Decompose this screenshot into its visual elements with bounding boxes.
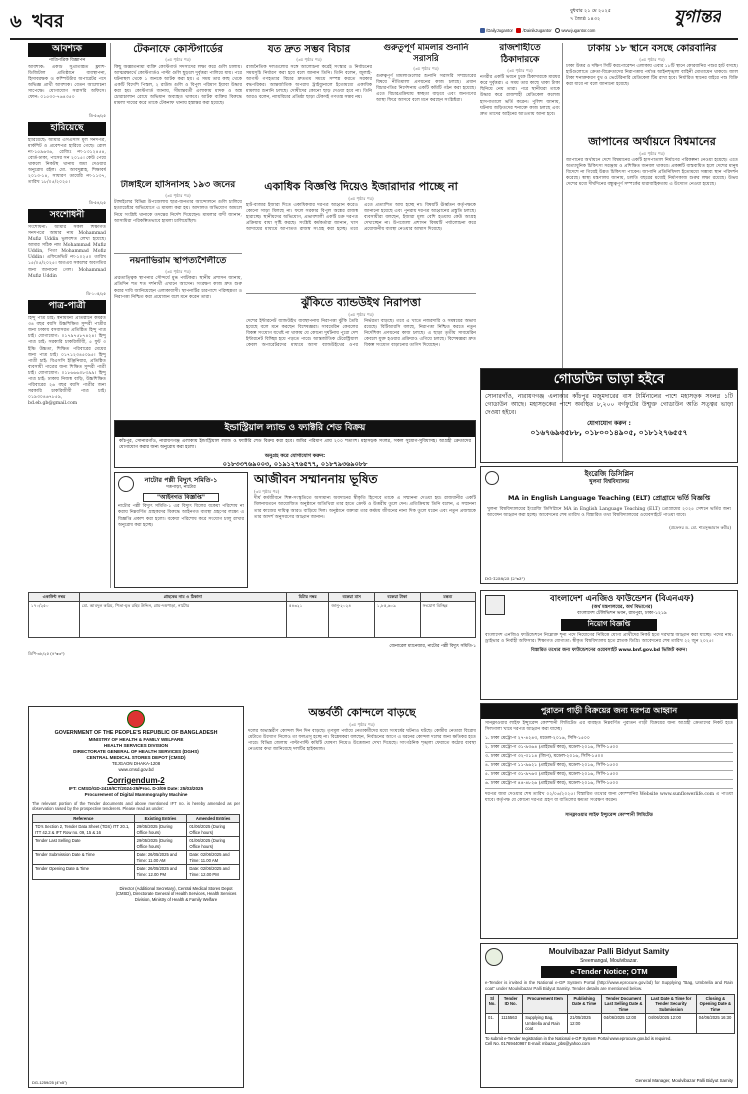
lost-text: হারিয়েছে: আমার এসএসসি মূল সনদপত্র, মার্কশিট ও প্রবেশপত্র হারিয়ে গেছে। রোল নং-১৫৯৬৩৬, রেজিঃ নং-১৩১২৪৫৪, বোর্ড-ঢাকা, পাসের সন ২০১৫। কেউ পেয়ে থাকলে নিকটস্থ থানায় জমা দেওয়ার অনুরোধ রইল। মো. আবদুল্লাহ, শিক্ষাবর্ষ ২০১৩-১৪, সাধারণ ডায়েরি নং-১১৩৭, তারিখ ১৮/০৫/২০২৫।: [28, 137, 106, 186]
auction-text: সানফ্লাওয়ার লাইফ ইন্স্যুরেন্স কোম্পানী লিমিটেড এর ব্যবহৃত নিম্নবর্ণিত পুরাতন গাড়ী বিক্রয়ের জন্য আগ্রহী ক্রেতাদের নিকট হতে সিলগালা খামে দরপত্র আহ্বান করা যাচ্ছে।: [485, 720, 733, 732]
table-cell: Date: 26/05/2025 and Time: 11.00 AM: [134, 851, 187, 865]
facebook-icon: [480, 28, 485, 33]
article-lease: [246, 180, 476, 290]
factory-ad: [114, 420, 476, 468]
page-number: ৬: [10, 11, 22, 32]
article-body: কিছু অজ্ঞাতনামা ব্যক্তি কোস্টগার্ড সদস্যদের লক্ষ্য করে গুলি চালায়। আত্মরক্ষার্থে কোস্টগার্ডও পাল্টা গুলি ছুড়লে দুর্বৃত্তরা পালিয়ে যায়। পরে ঘটনাস্থল থেকে ১ জনকে আটক করা হয়। এ সময় তার কাছ থেকে একটি বিদেশি পিস্তল, ২ রাউন্ড গুলি ও বিপুল পরিমাণ ইয়াবা উদ্ধার করা হয়। কোস্টগার্ড জানায়, সীমান্তবর্তী এলাকায় মাদক ও অস্ত্র চোরাচালান রোধে অভিযান অব্যাহত থাকবে। আটক ব্যক্তির বিরুদ্ধে মামলা দায়ের করে তাকে টেকনাফ থানায় হস্তান্তর করা হয়েছে।: [114, 64, 242, 107]
article-continuation: (৩য় পৃষ্ঠার পর): [296, 57, 322, 63]
article-headline: টেকনাফে কোস্টগার্ডের: [133, 44, 223, 55]
natore-org: নাটোর পল্লী বিদ্যুৎ সমিতি-১: [144, 476, 218, 484]
column-divider: [110, 43, 111, 588]
article-continuation: (৩য় পৃষ্ঠার পর): [165, 268, 191, 274]
elt-ad: [480, 466, 738, 584]
article-headline: গুরুতুপূর্ণ মামলার শুনানি সরাসরি: [383, 43, 469, 65]
article-tangail: [114, 180, 242, 250]
table-row: [33, 823, 240, 837]
tender-contact: Cell No. 01769440987 E-mail: mbazar_pbs@yahoo.com: [485, 1041, 590, 1047]
table-cell: সংযোগ বিচ্ছিন্ন: [420, 601, 475, 637]
article-rift: [248, 706, 476, 1088]
table-header: Publishing Date & Time: [567, 994, 601, 1014]
correction-ref: ডি-১০৫/২৫: [86, 291, 106, 297]
article-body: দীর্ঘ কর্মজীবনে শিল্প-সংস্কৃতিতে অসামান্য অবদানের স্বীকৃতি হিসেবে তাকে এ সম্মাননা দেওয়া হয়। রাজধানীর একটি মিলনায়তনে আয়োজিত অনুষ্ঠানে অতিথিরা তার হাতে ক্রেস্ট ও উত্তরীয় তুলে দেন। প্রতিক্রিয়ায় তিনি বলেন, এ সম্মাননা তার কাজের দায়িত্ব আরও বাড়িয়ে দিল। অনুষ্ঠানে বক্তারা তার কর্মময় জীবনের নানা দিক তুলে ধরেন এবং নতুন প্রজন্মকে তার আদর্শ অনুসরণের আহ্বান জানান।: [254, 496, 476, 520]
elt-headline: MA in English Language Teaching (ELT) প্রোগ্রামে ভর্তি বিজ্ঞপ্তি: [507, 494, 711, 503]
lost-ref: ডি-৫৪/২৫: [88, 199, 106, 205]
table-row: [486, 1014, 735, 1034]
table-row: [33, 865, 240, 879]
social-bar: [480, 28, 738, 36]
matrimonial-text: হিন্দু পাত্র চাই: স্বনামধন্য প্রতিষ্ঠানে কর্মরত ৩৪ বছর বয়সি উচ্চশিক্ষিত সুন্দরী পাত্রীর জন্য ঢাকায় বসবাসরত প্রতিষ্ঠিত হিন্দু পাত্র চাই। যোগাযোগ: ০১৭৯৭৫৮৭৪২৪। হিন্দু পাত্র চাই: সরকারি চাকরিজীবী, ৫ ফুট ৩ ইঞ্চি উচ্চতা, শিক্ষিত পরিবারের মেয়ের জন্য পাত্র চাই। ০১৭১২৩৪৫০৯৫। হিন্দু পাত্রী চাই: বিএসসি ইঞ্জিনিয়ার, প্রতিষ্ঠিত ব্যবসায়ী পাত্রের জন্য শিক্ষিত সুন্দরী পাত্রী চাই। যোগাযোগ: ০১৮৬৬৬০৮৩৯৯। হিন্দু পাত্র চাই: ঢাকায় নিজস্ব বাড়ি, উচ্চশিক্ষিত পরিবারের ২৬ বছর বয়সি পাত্রীর জন্য সরকারি চাকরিজীবী পাত্র চাই। ০১৯৩০৪৬৭৮৫৯, bd.eb.gb@gmail.com: [28, 316, 106, 407]
elt-ref: DG-1258/25 (2"x3"): [485, 575, 525, 581]
table-cell: ৫৪৩২১: [286, 601, 329, 637]
table-header-row: [486, 994, 735, 1014]
table-cell: Date: 02/06/2025 and Time: 12.00 PM: [187, 865, 240, 879]
godown-phones: ০১৬৭৬৯৩৫৮৮, ০১৮০০১৪৯০৫, ০১৮১২৭৬৫৫৭: [530, 427, 688, 437]
natore-table: [28, 592, 476, 702]
table-row: [29, 601, 476, 637]
page-header: [10, 4, 738, 40]
cmsd-ref: DG-1259/25 (4"x5"): [32, 1079, 67, 1085]
article-headline: যত দ্রুত সম্ভব বিচার: [267, 44, 351, 55]
natore-place: দত্তপাড়া, নাটোর: [166, 484, 196, 490]
article-body: গুরুত্বপূর্ণ মামলাগুলোর শুনানি সরাসরি সম্প্রচারের বিষয়ে নীতিমালা প্রণয়নের কাজ চলছে। প্রধান বিচারপতির নির্দেশনায় একটি কমিটি গঠন করা হয়েছে। এতে বিচারপ্রক্রিয়ায় স্বচ্ছতা বাড়বে এবং জনগণের আস্থা ফিরে আসবে বলে মনে করছেন সংশ্লিষ্টরা।: [376, 73, 476, 104]
article-architecture: [114, 256, 242, 351]
article-body: প্রত্নতাত্ত্বিক স্থাপনার সৌন্দর্যে মুগ্ধ পর্যটকরা। স্থানীয় প্রশাসন জানায়, প্রতিদিন শত শত দর্শনার্থী এখানে আসেন। সংরক্ষণ কাজ দ্রুত শুরু করার দাবি জানিয়েছেন এলাকাবাসী। স্থাপনাটির চারপাশে পরিচ্ছন্নতা ও নিরাপত্তা নিশ্চিত করা প্রয়োজন বলে মনে করেন তারা।: [114, 276, 242, 300]
ngo-footer: বিস্তারিত তথ্যের জন্য ফাউন্ডেশনের ওয়েবসাইট www.bnf.gov.bd ভিজিট করুন।: [530, 647, 688, 653]
table-header: বকেয়া মাস: [329, 593, 375, 602]
list-item: ২. ঢাকা মেট্রো-গ ৩১-৯৩৬৪ (প্রাইভেট কার), মডেল-২০১৬, সিসি-১৫০০: [485, 744, 733, 753]
table-cell: 01/06/2025 (During Office hours): [187, 837, 240, 851]
cmsd-website[interactable]: www.cmsd.gov.bd: [118, 767, 154, 773]
table-cell: 04/06/2025 12:00: [646, 1014, 696, 1034]
table-cell: 29/05/2025 (During Office hours): [134, 837, 187, 851]
ngo-logo: [485, 595, 505, 615]
table-header: মিটার নম্বর: [286, 593, 329, 602]
table-cell: 01/06/2025 (During Office hours): [187, 823, 240, 837]
elt-signature: (প্রফেসর ড. মো. শামসুজ্জামান কবীর): [669, 525, 731, 531]
table-header: বকেয়া টাকা: [375, 593, 421, 602]
cmsd-sign: Director (Additional Secretary), Central Medical Stores Depot (CMSD), Directorate General of Health Services, Health Services Division, Ministry of Health & Family Welfare: [115, 885, 237, 902]
pbs-logo: [485, 948, 503, 966]
article-body: রাজনৈতিক দলগুলোর সঙ্গে আলোচনা করেই সংস্কার ও নির্বাচনের সময়সূচি নির্ধারণ করা হবে বলে জানান তিনি। তিনি বলেন, জুলাই-আগস্ট গণহত্যার বিচার দ্রুততম সময়ে সম্পন্ন করতে সরকার বদ্ধপরিকর। আন্তর্জাতিক অপরাধ ট্রাইব্যুনালে ইতোমধ্যে একাধিক মামলার শুনানি চলছে। দোষীদের কোনো ছাড় দেওয়া হবে না। তিনি আরও বলেন, ন্যায়বিচার প্রতিষ্ঠা ছাড়া টেকসই গণতন্ত্র সম্ভব নয়।: [246, 64, 372, 101]
article-teknaf: [114, 43, 242, 178]
table-header: Closing & Opening Date & Time: [696, 994, 734, 1014]
article-continuation: (৩য় পৃষ্ঠার পর): [413, 66, 439, 72]
natore-sign: জেনারেল ম্যানেজার, নাটোর পল্লী বিদ্যুৎ সমিতি-১: [389, 643, 476, 649]
godown-ad-text: সোনারগাঁও, নারায়ণগঞ্জ এলাকার কাঁচপুর মজুমদারের বাস টার্মিনালের পাশে মহাসড়ক সংলগ্ন ১টি গোডাউন আছে। মহাসড়কের পাশে অবস্থিত ৮,২০০ বর্গফুটের উন্মুক্ত গোডাউন অতি সত্ত্বর ভাড়া দেওয়া হইবে।: [485, 393, 733, 416]
cmsd-line-2: MINISTRY OF HEALTH & FAMILY WELFARE: [88, 736, 184, 742]
cmsd-line-4: DIRECTORATE GENERAL OF HEALTH SERVICES (DGHS): [73, 749, 199, 755]
article-body: নগরীর একটি ভবনে ঢুকে ঠিকাদারকে মারধর করে দুর্বৃত্তরা। এ সময় তার কাছে থাকা টাকা ছিনিয়ে নেয় তারা। পরে স্থানীয়রা তাকে উদ্ধার করে রাজশাহী মেডিকেল কলেজ হাসপাতালে ভর্তি করেন। পুলিশ জানায়, ঘটনায় জড়িতদের শনাক্তে কাজ চলছে এবং দ্রুত তাদের আইনের আওতায় আনা হবে।: [480, 75, 560, 117]
classified-subtitle: পাত্রিপত্রিক বিজ্ঞাপন: [48, 57, 86, 63]
tender-intro: e-Tender is invited in the National e-GP System Portal (http://www.eprocure.gov.bd) for Supplying "Bag, Umbrella and Rain coat" under Moulvibazar Palli Bidyut Samity. Tender details are mentioned below.: [485, 980, 733, 991]
factory-ad-title: ইন্ডাস্ট্রিয়াল ল্যান্ড ও ফ্যাক্টরি শেড বিক্রয়: [115, 421, 475, 437]
arrears-table: [28, 592, 476, 638]
list-item: ৬. ঢাকা মেট্রো-গ ৪৪-৪৮২৬ (প্রাইভেট কার), মডেল-২০১৬, সিসি-১৫০০: [485, 780, 733, 789]
globe-icon: [555, 28, 560, 33]
list-item: ১. ঢাকা মেট্রো-গ ২৭-৪২৪৩, মডেল-২০১৬, সিসি-১৫০০: [485, 735, 733, 744]
table-header: Last Date & Time for Tender Security Submission: [646, 994, 696, 1014]
tender-place: Sreemangal, Moulvibazar.: [580, 957, 638, 964]
factory-contact: অনুগ্রহ করে যোগাযোগ করুন:: [264, 453, 326, 459]
table-cell: জানু-২০২৪: [329, 601, 375, 637]
list-item: ৩. ঢাকা মেট্রো-গ ৩২-৩১১৪ (জিপ), মডেল-২০১৬, সিসি-১৫০০: [485, 753, 733, 762]
ngo-title: বাংলাদেশ এনজিও ফাউন্ডেশন (বিএনএফ): [549, 594, 695, 604]
article-headline: রাজশাহীতে ঠিকাদারকে: [499, 43, 541, 65]
classified-text: আবশ্যক: একটি সুপ্রতিষ্ঠিত ফ্ল্যাশ-ডিজিটাল প্রতিষ্ঠানে ব্যবস্থাপনা, হিসাবরক্ষক ও কম্পিউটার অপারেটর পদে অভিজ্ঞ প্রার্থী আবশ্যক। বেতন আলোচনা সাপেক্ষে। যোগাযোগ সরাসরি অফিসে। ফোন: ০১৫৩০-৭৬৪৩৫০: [28, 64, 106, 101]
correction-text: সংশোধনী: আমার সকল শিক্ষাগত সনদপত্রে আমার নাম Mohammad Mufiz Uddin ভুলবশত লেখা হয়েছে। আমার সঠিক নাম Mohammad Mufiz Uddin, পিতা Mohammad Mofiz Uddin। এফিডেভিট নং-১০২৫০ তারিখ ১৫/০৫/২০২৫। অতএব সকলের অবগতির জন্য জানানো গেল। Mohammad Mufiz Uddin: [28, 225, 106, 279]
article-headline: জাপানের অর্থায়নে বিশ্বমানের: [588, 135, 716, 148]
table-header: Amended Entries: [187, 814, 240, 823]
table-header-row: [29, 593, 476, 602]
article-qurbani: [566, 43, 738, 133]
elt-text: খুলনা বিশ্ববিদ্যালয়ের ইংরেজি ডিসিপ্লিনে MA in English Language Teaching (ELT) প্রোগ্রামের ২০২৫ সেশনে ভর্তির জন্য আবেদন আহ্বান করা হচ্ছে। আবেদনের শেষ তারিখ ও বিস্তারিত তথ্য বিশ্ববিদ্যালয়ের ওয়েবসাইটে পাওয়া যাবে।: [487, 507, 731, 519]
article-body: জাপানের অর্থায়নে দেশে বিশ্বমানের একটি হাসপাতাল নির্মাণের পরিকল্পনা নেওয়া হয়েছে। এতে অত্যাধুনিক চিকিৎসা সরঞ্জাম ও প্রশিক্ষিত জনবল থাকবে। প্রকল্পটি বাস্তবায়িত হলে দেশের মানুষ বিদেশে না গিয়েই উন্নত চিকিৎসা পাবেন। জাপানি প্রতিনিধিদল ইতোমধ্যে সম্ভাব্য স্থান পরিদর্শন করেছে। স্বাস্থ্য মন্ত্রণালয় জানায়, চলতি বছরের মধ্যেই নির্মাণকাজ শুরুর লক্ষ্য রয়েছে। উভয় দেশের মধ্যে দীর্ঘদিনের বন্ধুত্বপূর্ণ সম্পর্কের ধারাবাহিকতায় এ উদ্যোগ নেওয়া হয়েছে।: [566, 158, 738, 188]
masthead-logo: যুগান্তর: [674, 7, 721, 27]
cmsd-line-1: GOVERNMENT OF THE PEOPLE'S REPUBLIC OF BANGLADESH: [54, 730, 218, 736]
table-cell: Tender Submission Date & Time: [33, 851, 135, 865]
table-cell: 04/06/2025 12:00: [601, 1014, 646, 1034]
table-cell: 04/06/2025 16:30: [696, 1014, 734, 1034]
elt-department: ইংরেজি ডিসিপ্লিন: [584, 470, 634, 478]
ngo-notice-banner: নিয়োগ বিজ্ঞপ্তি: [561, 619, 657, 630]
social-handle-1[interactable]: /DailyJugantor: [486, 28, 513, 33]
auction-footer: দরপত্র জমা দেওয়ার শেষ তারিখ ০২/০৬/২০২৫। বিস্তারিত তথ্যের জন্য কোম্পানির Website www.sunflowerlife.com এ পাওয়া যাবে। কর্তৃপক্ষ যে কোনো দরপত্র গ্রহণ বা বাতিলের ক্ষমতা সংরক্ষণ করেন।: [485, 792, 733, 804]
table-cell: ১,৮৫,৬০৯: [375, 601, 421, 637]
article-continuation: (৩য় পৃষ্ঠার পর): [348, 311, 374, 317]
table-cell: 01.: [486, 1014, 499, 1034]
table-header-row: [33, 814, 240, 823]
table-cell: Tender Last Selling Date: [33, 837, 135, 851]
table-header: Tender Document Last Selling Date & Time: [601, 994, 646, 1014]
table-cell: Date: 02/06/2025 and Time: 11.00 AM: [187, 851, 240, 865]
table-header: মন্তব্য: [420, 593, 475, 602]
table-cell: Date: 26/05/2025 and Time: 12.00 PM: [134, 865, 187, 879]
vehicle-list: [481, 735, 737, 789]
article-continuation: (৩য় পৃষ্ঠার পর): [507, 67, 533, 73]
tender-table: [485, 994, 735, 1034]
article-headline: আজীবন সম্মাননায় ভূষিত: [254, 472, 378, 486]
date-line: বুধবার ২১ মে ২০২৫: [570, 8, 612, 14]
table-cell: Tender Opening Date & Time: [33, 865, 135, 879]
tender-footer: To submit e-Tender registration in the National e-GP System Portal www.eprocure.gov.bd is required.: [485, 1035, 672, 1041]
table-header: Sl No.: [486, 994, 499, 1014]
ngo-subtitle: (অর্থ মন্ত্রণালয়ের, অর্থ বিভাগের): [591, 605, 653, 611]
tender-sign: General Manager, Moulvibazar Palli Bidyut Samity: [635, 1078, 733, 1084]
natore-notice: "আইনগত বিজ্ঞপ্তি": [143, 493, 219, 503]
header-rule: [10, 38, 738, 40]
ift-number: IFT: CMSD/GD-2419/ICT/2024-25/Proc. D-3/09 Date: 25/03/2025: [68, 786, 204, 792]
godown-ad-title: গোডাউন ভাড়া হইবে: [481, 369, 737, 390]
table-cell: 21/05/2025 12:00: [567, 1014, 601, 1034]
lost-header: হারিয়েছে: [28, 122, 106, 136]
table-cell: TD's Section 2, Tender Data Sheet (TDS) ITT 20.1, ITT 42.2 & IFT Row no. 09, 15 & 16: [33, 823, 135, 837]
cmsd-line-3: HEALTH SERVICES DIVISION: [103, 743, 169, 749]
ngo-text: বাংলাদেশ এনজিও ফাউন্ডেশনে নিম্নোক্ত শূন্য পদে নিয়োগের নিমিত্তে যোগ্য প্রার্থীদের নিকট হতে দরখাস্ত আহ্বান করা যাচ্ছে। পদের নাম: ড্রাইভার ও নির্বাহী অফিসার। শিক্ষাগত যোগ্যতা: স্বীকৃত বিশ্ববিদ্যালয় হতে স্নাতক ডিগ্রি। আবেদনের শেষ তারিখ ২২ জুন ২০২৫।: [485, 632, 733, 644]
natore-ref: ডিপি-৩৮/২৫ (৪"x৩"): [28, 651, 65, 657]
natore-ad: [114, 472, 248, 588]
youtube-icon: [516, 28, 521, 33]
godown-contact-label: যোগাযোগ করুন :: [587, 419, 631, 427]
cmsd-line-6: TEJGAON DHAKA-1208: [111, 761, 161, 767]
table-row: [33, 851, 240, 865]
article-honour: [114, 472, 476, 588]
article-body: দলের অভ্যন্তরীণ কোন্দল দিন দিন বাড়ছে। তৃণমূল পর্যায়ে নেতাকর্মীদের মধ্যে সংঘর্ষের ঘটনাও ঘটছে। কেন্দ্রীয় নেতারা বিরোধ মেটাতে উদ্যোগ নিলেও তা ফলপ্রসূ হচ্ছে না। বিশ্লেষকরা বলছেন, নির্বাচনের আগে এ ধরনের কোন্দল দলের জন্য ক্ষতিকর হতে পারে। বিভিন্ন জেলায় পাল্টাপাল্টি কমিটি ঘোষণা নিয়েও উত্তেজনা দেখা দিয়েছে। সাংগঠনিক শৃঙ্খলা ফেরাতে কঠোর ব্যবস্থা নেওয়ার কথা জানিয়েছে দলটির হাইকমান্ড।: [248, 729, 476, 753]
article-body: হাট-বাজার ইজারা দিতে একাধিকবার দরপত্র আহ্বান করেও কোনো সাড়া মিলছে না। ফলে সরকার বিপুল অঙ্কের রাজস্ব হারাচ্ছে। স্থানীয়দের অভিযোগ, প্রভাবশালী একটি চক্র দরপত্র প্রক্রিয়ায় বাধা সৃষ্টি করছে। সংশ্লিষ্ট কর্মকর্তারা জানান, খাস আদায়ের মাধ্যমে আপাতত রাজস্ব সংগ্রহ করা হচ্ছে। তবে এতে প্রত্যাশিত আয় হচ্ছে না। বিষয়টি ঊর্ধ্বতন কর্তৃপক্ষকে জানানো হয়েছে এবং পুনরায় দরপত্র আহ্বানের প্রস্তুতি চলছে। ব্যবসায়ীরা বলছেন, ইজারা মূল্য বেশি হওয়ায় কেউ আগ্রহ দেখাচ্ছেন না। উপজেলা প্রশাসন বিষয়টি পর্যালোচনা করে প্রয়োজনীয় ব্যবস্থা নেওয়ার আশ্বাস দিয়েছে।: [246, 203, 476, 233]
article-body: টাঙ্গাইলের বিভিন্ন উপজেলায় ছাত্র-জনতার আন্দোলনে গুলি চালিয়ে হত্যাচেষ্টার অভিযোগে এ মামলা করা হয়। আদালত অভিযোগ আমলে নিয়ে সংশ্লিষ্ট থানাকে তদন্তের নির্দেশ দিয়েছেন। মামলার বাদী জানান, আসামিরা পরিকল্পিতভাবে হামলা চালিয়েছিল।: [114, 200, 242, 224]
article-trial: [246, 43, 372, 178]
natore-logo: [118, 476, 134, 492]
auction-sign: সানফ্লাওয়ার লাইফ ইন্স্যুরেন্স কোম্পানী লিমিটেড: [565, 813, 653, 819]
article-body: ঢাকা উত্তর ও দক্ষিণ সিটি করপোরেশন এলাকায় এবার ১৮টি স্থানে কোরবানির পশুর হাট বসছে। হাটগুলোতে ক্রেতা-বিক্রেতাদের নিরাপত্তায় পর্যাপ্ত আইনশৃঙ্খলা বাহিনী মোতায়েন থাকবে। জাল টাকা শনাক্তকরণ বুথ ও ভেটেরিনারি মেডিকেল টিম রাখা হবে। নির্ধারিত স্থানের বাইরে পশু বিক্রি করা যাবে না বলে জানানো হয়েছে।: [566, 64, 738, 88]
table-cell: ১৭০/২৫০: [29, 601, 80, 637]
article-headline: ঢাকায় ১৮ স্থানে বসছে কোরবানির: [587, 43, 717, 54]
section-name: খবর: [32, 11, 64, 32]
article-court: [376, 43, 476, 178]
article-bandwidth: [246, 296, 476, 416]
table-cell: 1115563: [499, 1014, 523, 1034]
social-handle-2[interactable]: /DainikJugantor: [522, 28, 552, 33]
article-japan: [566, 135, 738, 367]
classified-column: [28, 43, 106, 588]
article-headline: নয়নাভিরাম স্থাপত্যশৈলীতে: [129, 256, 227, 266]
cmsd-line-5: CENTRAL MEDICAL STORES DEPOT (CMSD): [86, 755, 186, 761]
corrigendum-table: [32, 814, 240, 880]
ngo-ad: [480, 590, 738, 700]
procurement-item: Procurement of Digital Mammography Machine: [84, 792, 188, 798]
natore-text: নাটোর পল্লী বিদ্যুৎ সমিতি-১ এর বিদ্যুৎ বিলের বকেয়া পরিশোধ না করায় নিম্নবর্ণিত গ্রাহকদের বিরুদ্ধে আইনগত ব্যবস্থা গ্রহণের লক্ষ্যে এ বিজ্ঞপ্তি প্রকাশ করা হলো। বকেয়া পরিশোধ করে সংযোগ চালু রাখার অনুরোধ করা হচ্ছে।: [118, 504, 244, 528]
article-continuation: (৩য় পৃষ্ঠার পর): [349, 721, 375, 727]
table-cell: মো. আবদুল করিম, পিতা-মৃত রহিম উদ্দিন, গ্রাম-দত্তপাড়া, নাটোর: [79, 601, 286, 637]
cmsd-ad: [28, 706, 244, 1088]
table-header: গ্রাহকের নাম ও ঠিকানা: [79, 593, 286, 602]
list-item: ৪. ঢাকা মেট্রো-গ ১১-৯৬২১ (প্রাইভেট কার), মডেল-২০১৬, সিসি-১৫০০: [485, 762, 733, 771]
article-headline: অন্তর্বর্তী কোন্দলে বাড়ছে: [308, 706, 416, 719]
article-continuation: (৩য় পৃষ্ঠার পর): [639, 150, 665, 156]
table-cell: Supplying Bag, Umbrella and Rain coat: [523, 1014, 568, 1034]
article-continuation: (৩য় পৃষ্ঠার পর): [639, 56, 665, 62]
tender-notice-ad: [480, 943, 738, 1088]
factory-phones: ০১৮৩৩৭৬৯০০৩, ০১৯১২৭৬৫৭৭, ০১৮৭৯৩৬৯০৮৮: [222, 459, 368, 468]
table-header: Procurement Item: [523, 994, 568, 1014]
table-row: [33, 837, 240, 851]
tender-org: Moulvibazar Palli Bidyut Samity: [548, 947, 670, 956]
vehicle-auction-ad: [480, 703, 738, 939]
factory-ad-text: কাঁচপুর, সোনারগাঁও, নারায়ণগঞ্জ এলাকায় ইন্ডাস্ট্রিয়াল ল্যান্ড ও ফ্যাক্টরি শেড বিক্রয় করা হবে। জমির পরিমাণ প্রায় ২০০ শতাংশ। মহাসড়ক সংলগ্ন, সকল সুযোগ-সুবিধাসহ। আগ্রহী ক্রেতাদের যোগাযোগ করার জন্য অনুরোধ করা হলো।: [119, 438, 471, 450]
article-continuation: (৩য় পৃষ্ঠার পর): [254, 488, 280, 494]
article-continuation: (৩য় পৃষ্ঠার পর): [348, 195, 374, 201]
article-headline: টাঙ্গাইলে হাসিনাসহ ১৯৩ জনের: [120, 180, 236, 190]
table-header: Tender ID No.: [499, 994, 523, 1014]
article-body: দেশের ইন্টারনেট ব্যান্ডউইথ ব্যবস্থাপনায় নিরাপত্তা ঝুঁকি তৈরি হয়েছে বলে মনে করছেন বিশেষজ্ঞরা। সাবমেরিন কেবলের বিকল্প সংযোগ যথেষ্ট না থাকায় যে কোনো দুর্ঘটনায় পুরো দেশ ইন্টারনেট বিচ্ছিন্ন হয়ে পড়তে পারে। আন্তর্জাতিক টেরেস্ট্রিয়াল কেবল অপারেটরদের মাধ্যমে আসা ব্যান্ডউইথের ওপর নির্ভরতা বাড়ছে। তবে এ খাতে নজরদারি ও সমন্বয়ের অভাব রয়েছে। বিটিআরসি বলছে, নিরাপত্তা নিশ্চিত করতে নতুন নির্দেশিকা প্রণয়নের কাজ চলছে। এ ছাড়া তৃতীয় সাবমেরিন কেবলে যুক্ত হওয়ার প্রক্রিয়াও এগিয়ে চলছে। বিশেষজ্ঞরা দ্রুত বিকল্প সংযোগ বাড়ানোর তাগিদ দিয়েছেন।: [246, 319, 476, 349]
article-continuation: (৩য় পৃষ্ঠার পর): [165, 192, 191, 198]
table-header: একাউন্ট নম্বর: [29, 593, 80, 602]
table-header: Reference: [33, 814, 135, 823]
govt-logo: [127, 710, 145, 728]
auction-title: পুরাতন গাড়ী বিক্রয়ের জন্য দরপত্র আহ্বান: [481, 704, 737, 719]
correction-header: সংশোধনী: [28, 209, 106, 223]
corrigendum-title: Corrigendum-2: [107, 775, 165, 785]
date-line-bangla: ৭ জ্যৈষ্ঠ ১৪৩২: [570, 16, 601, 22]
cmsd-intro: The relevant portion of the Tender documents and above mentioned IFT no. is hereby amended as per observation raised by the prospective tenderers. Please read as under:: [32, 800, 240, 812]
godown-ad: [480, 368, 738, 463]
article-divider: [246, 293, 476, 294]
table-cell: 29/05/2025 (During Office hours): [134, 823, 187, 837]
elt-university: খুলনা বিশ্ববিদ্যালয়: [588, 479, 630, 486]
tender-title: e-Tender Notice; OTM: [541, 966, 677, 978]
classified-header: আবশ্যক: [28, 43, 106, 57]
matrimonial-header: পাত্র-পাত্রী: [28, 300, 106, 314]
table-header: Existing Entries: [134, 814, 187, 823]
ngo-address: বাংলাদেশ টেলিভিশন ভবন, রামপুরা, ঢাকা-১২১৯: [577, 611, 667, 617]
article-headline: একাধিক বিজ্ঞপ্তি দিয়েও ইজারাদার পাচ্ছে না: [264, 180, 458, 193]
article-divider: [114, 253, 242, 254]
classified-ref: ডি-৫৩/২৫: [88, 112, 106, 118]
website-link[interactable]: www.jugantor.com: [561, 28, 596, 33]
article-headline: ঝুঁকিতে ব্যান্ডউইথ নিরাপত্তা: [301, 296, 421, 309]
university-logo: [485, 471, 499, 485]
list-item: ৫. ঢাকা মেট্রো-গ ৩১-৯৭৬৩ (প্রাইভেট কার), মডেল-২০১৬, সিসি-১৫০০: [485, 771, 733, 780]
article-continuation: (৩য় পৃষ্ঠার পর): [165, 57, 191, 63]
